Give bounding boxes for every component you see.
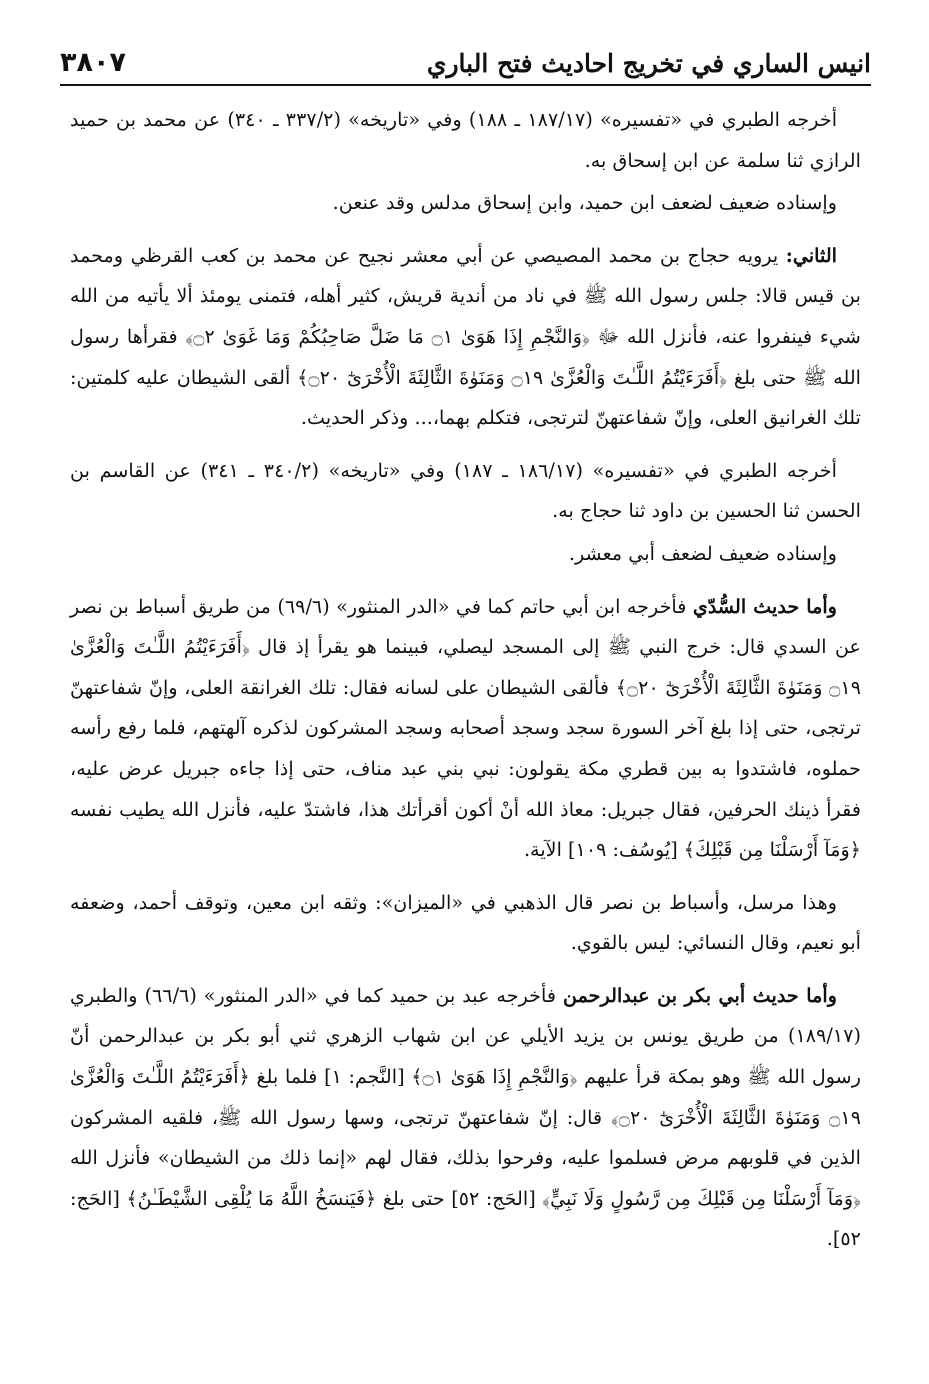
paragraph-7: [70, 883, 861, 964]
main-text: [70, 100, 861, 1272]
paragraph-lead: وأما حديث السُّدّي: [692, 594, 838, 618]
paragraph-lead: وأما حديث أبي بكر بن عبدالرحمن: [562, 983, 838, 1007]
paragraph-4: [70, 451, 861, 532]
paragraph-text: وإسناده ضعيف لضعف أبي معشر.: [568, 541, 837, 565]
paragraph-text: أخرجه الطبري في «تفسيره» (١٨٦/١٧ ـ ١٨٧) وفي «تاريخه» (٣٤٠/٢ ـ ٣٤١) عن القاسم بن الحسن ثنا الحسين بن داود ثنا حجاج به.: [70, 458, 861, 523]
paragraph-3: [70, 236, 861, 439]
paragraph-text: فأخرجه عبد بن حميد كما في «الدر المنثور» (٦٦/٦) والطبري (١٨٩/١٧) من طريق يونس بن يزيد الأيلي عن ابن شهاب الزهري ثني أبو بكر بن عبدالرحمن أنّ رسول الله ﷺ وهو بمكة قرأ عليهم ﴿وَالنَّجْمِ إِذَا هَوَىٰ ۝١﴾ [النَّجم: ١] فلما بلغ ﴿أَفَرَءَيْتُمُ اللَّـٰتَ وَالْعُزَّىٰ ۝١٩ وَمَنَوٰةَ الثَّالِثَةَ الْأُخْرَىٰٓ ۝٢٠﴾ قال: إنّ شفاعتهنّ ترتجى، وسها رسول الله ﷺ، فلقيه المشركون الذين في قلوبهم مرض فسلموا عليه، وفرحوا بذلك، فقال لهم «إنما ذلك من الشيطان» فأنزل الله ﴿وَمَآ أَرْسَلْنَا مِن قَبْلِكَ مِن رَّسُولٍ وَلَا نَبِيٍّ﴾ [الحَج: ٥٢] حتى بلغ ﴿فَيَنسَخُ اللَّهُ مَا يُلْقِى الشَّيْطَـٰنُ﴾ [الحَج: ٥٢].: [70, 983, 862, 1251]
paragraph-text: يرويه حجاج بن محمد المصيصي عن أبي معشر نجيح عن محمد بن كعب القرظي ومحمد بن قيس قالا: جلس رسول الله ﷺ في ناد من أندية قريش، كثير أهله، فتمنى يومئذ ألا يأتيه من الله شيء فينفروا عنه، فأنزل الله ﷻ ﴿وَالنَّجْمِ إِذَا هَوَىٰ ۝١ مَا ضَلَّ صَاحِبُكُمْ وَمَا غَوَىٰ ۝٢﴾ فقرأها رسول الله ﷺ حتى بلغ ﴿أَفَرَءَيْتُمُ اللَّـٰتَ وَالْعُزَّىٰ ۝١٩ وَمَنَوٰةَ الثَّالِثَةَ الْأُخْرَىٰٓ ۝٢٠﴾ ألقى الشيطان عليه كلمتين: تلك الغرانيق العلى، وإنّ شفاعتهنّ لترتجى، فتكلم بهما،... وذكر الحديث.: [70, 243, 862, 430]
paragraph-text: فأخرجه ابن أبي حاتم كما في «الدر المنثور» (٦٩/٦) من طريق أسباط بن نصر عن السدي قال: خرج النبي ﷺ إلى المسجد ليصلي، فبينما هو يقرأ إذ قال ﴿أَفَرَءَيْتُمُ اللَّـٰتَ وَالْعُزَّىٰ ۝١٩ وَمَنَوٰةَ الثَّالِثَةَ الْأُخْرَىٰٓ ۝٢٠﴾ فألقى الشيطان على لسانه فقال: تلك الغرانقة العلى، وإنّ شفاعتهنّ ترتجى، حتى إذا بلغ آخر السورة سجد وسجد أصحابه وسجد المشركون لذكره آلهتهم، فلما رفع رأسه حملوه، فاشتدوا به بين قطري مكة يقولون: نبي بني عبد مناف، حتى إذا جاءه جبريل عرض عليه، فقرأ ذينك الحرفين، فقال جبريل: معاذ الله أنْ أكون أقرأتك هذا، فاشتدّ عليه، فأنزل الله يطيب نفسه ﴿وَمَآ أَرْسَلْنَا مِن قَبْلِكَ﴾ [يُوسُف: ١٠٩] الآية.: [70, 594, 861, 862]
paragraph-text: وإسناده ضعيف لضعف ابن حميد، وابن إسحاق مدلس وقد عنعن.: [332, 191, 837, 215]
paragraph-text: أخرجه الطبري في «تفسيره» (١٨٧/١٧ ـ ١٨٨) وفي «تاريخه» (٣٣٧/٢ ـ ٣٤٠) عن محمد بن حميد الرازي ثنا سلمة عن ابن إسحاق به.: [70, 108, 861, 172]
paragraph-5: [70, 534, 861, 575]
paragraph-8: [70, 976, 861, 1260]
page-number: ٣٨٠٧: [60, 47, 126, 78]
book-title: انيس الساري في تخريج احاديث فتح الباري: [426, 49, 871, 78]
paragraph-text: وهذا مرسل، وأسباط بن نصر قال الذهبي في «الميزان»: وثقه ابن معين، وتوقف أحمد، وضعفه أبو نعيم، وقال النسائي: ليس بالقوي.: [70, 890, 861, 955]
running-header: [60, 34, 871, 86]
paragraph-2: [70, 183, 861, 224]
paragraph-1: [70, 100, 861, 181]
paragraph-lead: الثاني:: [785, 243, 837, 267]
paragraph-6: [70, 587, 861, 871]
